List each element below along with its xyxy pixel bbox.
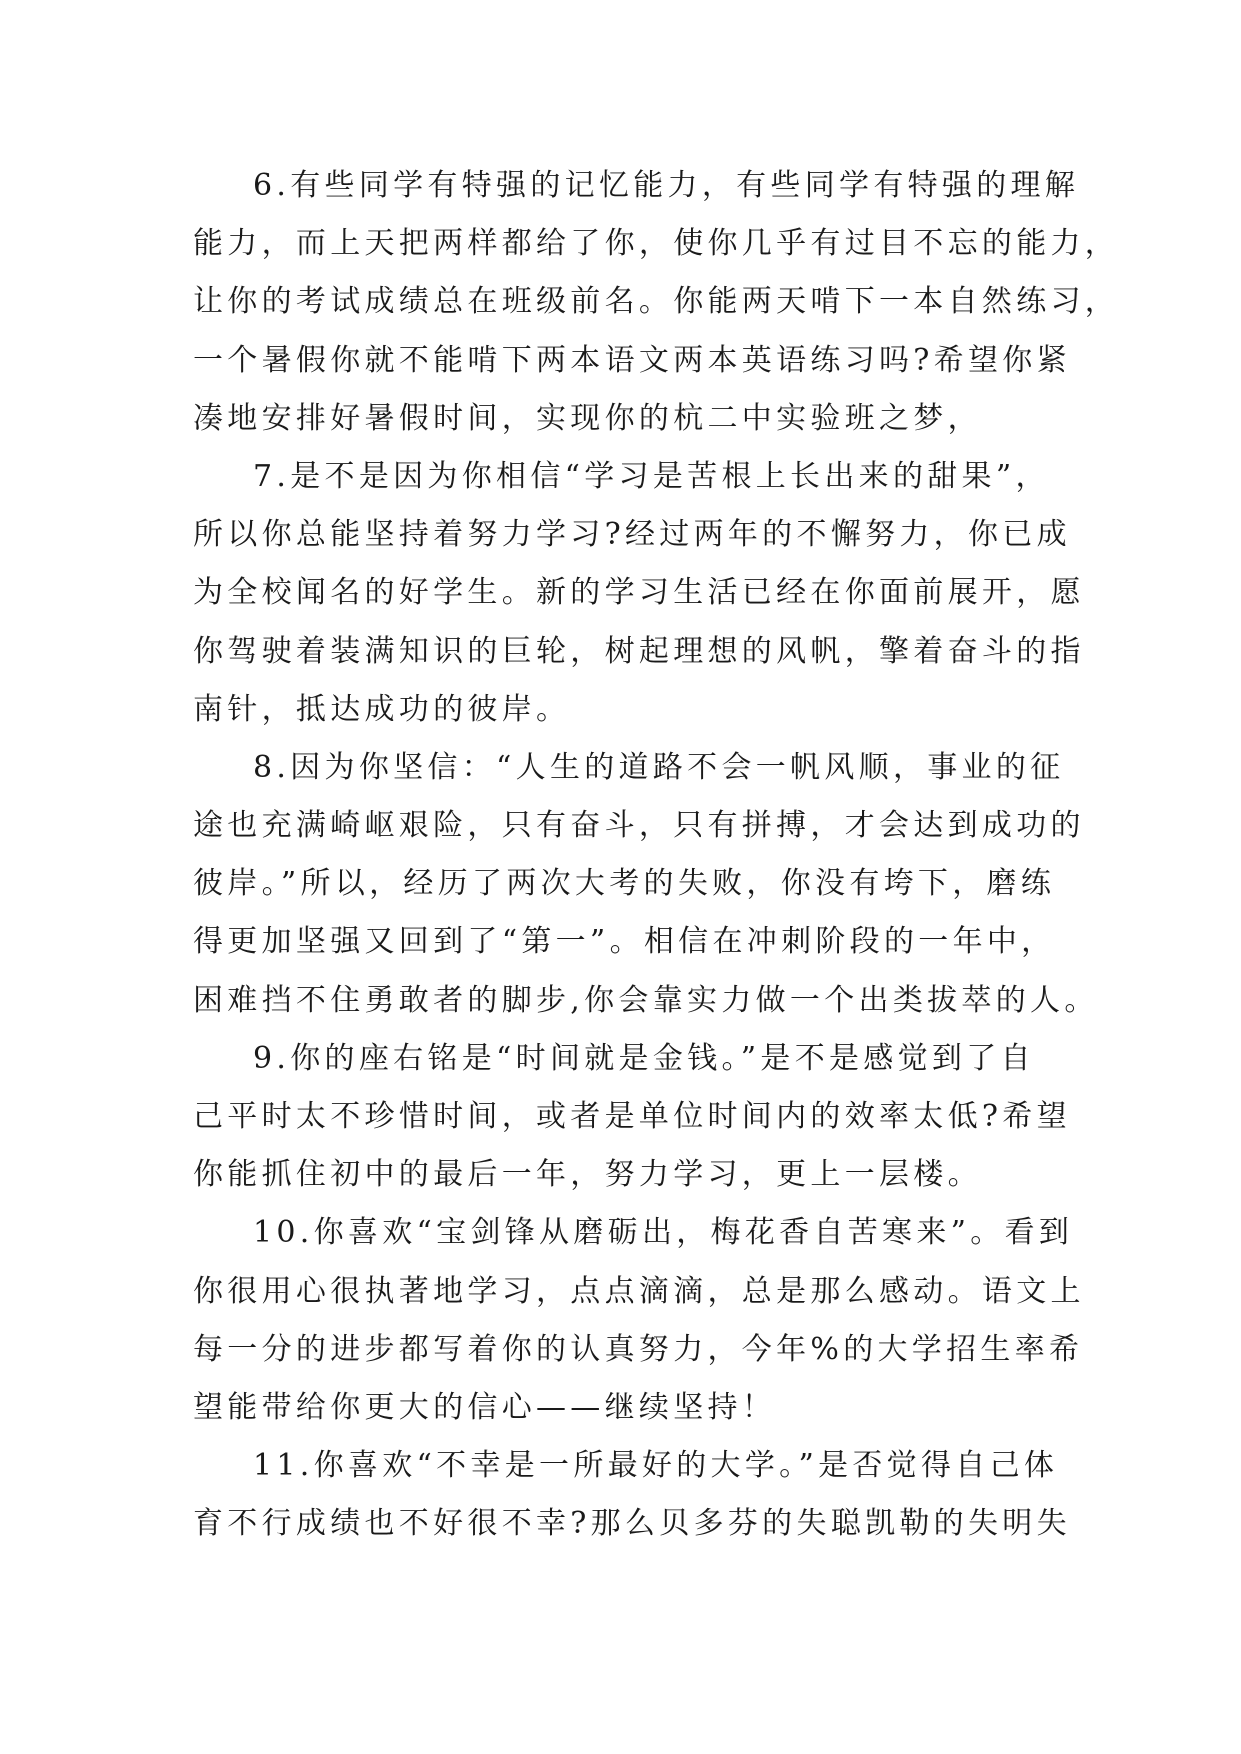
paragraph-10-line-4: 望能带给你更大的信心——继续坚持！ xyxy=(193,1389,777,1425)
paragraph-6-line-2: 能力，而上天把两样都给了你，使你几乎有过目不忘的能力， xyxy=(193,226,1120,262)
paragraph-10-line-3: 每一分的进步都写着你的认真努力，今年%的大学招生率希 xyxy=(193,1331,1084,1367)
paragraph-7-line-5: 南针，抵达成功的彼岸。 xyxy=(193,691,571,727)
paragraph-6-line-3: 让你的考试成绩总在班级前名。你能两天啃下一本自然练习， xyxy=(193,284,1120,320)
paragraph-8-line-5: 困难挡不住勇敢者的脚步,你会靠实力做一个出类拔萃的人。 xyxy=(193,982,1099,1018)
paragraph-8-line-4: 得更加坚强又回到了“第一”。相信在冲刺阶段的一年中， xyxy=(193,924,1056,960)
paragraph-9-line-3: 你能抓住初中的最后一年，努力学习，更上一层楼。 xyxy=(193,1157,982,1193)
paragraph-7-line-3: 为全校闻名的好学生。新的学习生活已经在你面前展开，愿 xyxy=(193,575,1085,611)
paragraph-7-line-4: 你驾驶着装满知识的巨轮，树起理想的风帆，擎着奋斗的指 xyxy=(193,633,1085,669)
paragraph-6-line-1: 6.有些同学有特强的记忆能力，有些同学有特强的理解 xyxy=(253,168,1080,203)
paragraph-10-line-1: 10.你喜欢“宝剑锋从磨砺出，梅花香自苦寒来”。看到 xyxy=(253,1215,1074,1251)
paragraph-10-line-2: 你很用心很执著地学习，点点滴滴，总是那么感动。语文上 xyxy=(193,1273,1085,1309)
paragraph-8-line-3: 彼岸。”所以，经历了两次大考的失败，你没有垮下，磨练 xyxy=(193,866,1056,902)
paragraph-8-line-1: 8.因为你坚信：“人生的道路不会一帆风顺，事业的征 xyxy=(253,749,1065,785)
paragraph-6-line-5: 凑地安排好暑假时间，实现你的杭二中实验班之梦， xyxy=(193,400,982,436)
paragraph-9-line-1: 9.你的座右铭是“时间就是金钱。”是不是感觉到了自 xyxy=(253,1040,1035,1076)
paragraph-7-line-1: 7.是不是因为你相信“学习是苦根上长出来的甜果”， xyxy=(253,458,1050,494)
paragraph-6-line-4: 一个暑假你就不能啃下两本语文两本英语练习吗?希望你紧 xyxy=(193,342,1071,378)
paragraph-8-line-2: 途也充满崎岖艰险，只有奋斗，只有拼搏，才会达到成功的 xyxy=(193,808,1085,844)
paragraph-11-line-2: 育不行成绩也不好很不幸?那么贝多芬的失聪凯勒的失明失 xyxy=(193,1506,1071,1542)
paragraph-11-line-1: 11.你喜欢“不幸是一所最好的大学。”是否觉得自己体 xyxy=(253,1448,1059,1484)
paragraph-9-line-2: 己平时太不珍惜时间，或者是单位时间内的效率太低?希望 xyxy=(193,1099,1071,1134)
body-text xyxy=(193,157,1120,1554)
paragraph-7-line-2: 所以你总能坚持着努力学习?经过两年的不懈努力，你已成 xyxy=(193,517,1071,553)
